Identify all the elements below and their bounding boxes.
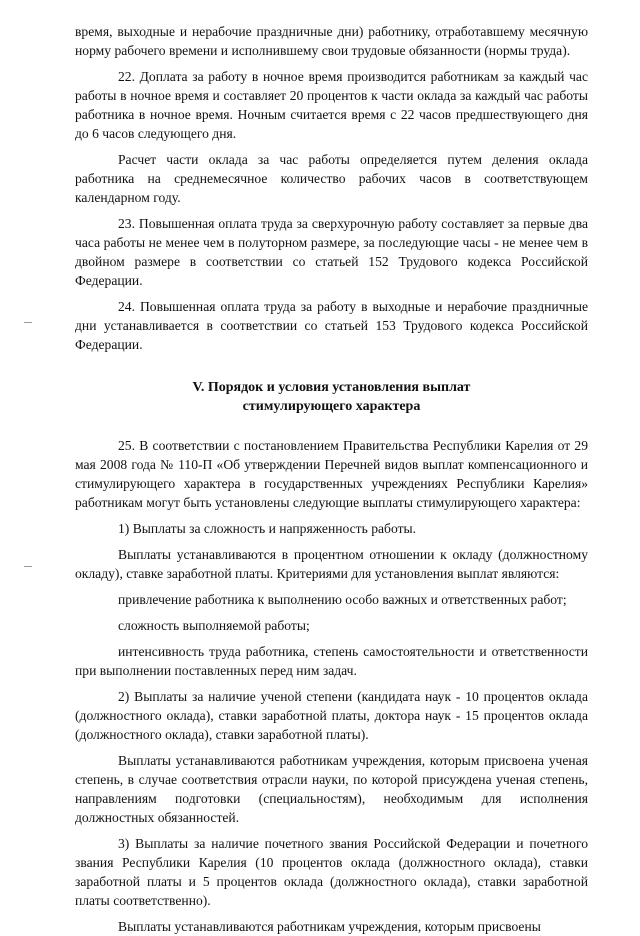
list-item-academic-degree: 2) Выплаты за наличие ученой степени (кандидата наук - 10 процентов оклада (должностного оклада), ставки заработной платы, доктора наук - 15 процентов оклада (должностного оклада), ставки заработной платы). (75, 689, 588, 742)
paragraph-degree-conditions: Выплаты устанавливаются работникам учреждения, которым присвоена ученая степень, в случае соответствия отрасли науки, по которой присуждена ученая степень, направлениям подготовки (специальностям), необходимым для исполнения должностных обязанностей. (75, 753, 588, 825)
paragraph-criteria: Выплаты устанавливаются в процентном отношении к окладу (должностному окладу), ставке заработной платы. Критериями для установления выплат являются: (75, 547, 588, 581)
scan-mark (24, 322, 32, 323)
paragraph-item-23: 23. Повышенная оплата труда за сверхурочную работу составляет за первые два часа работы не менее чем в полуторном размере, за последующие часы - не менее чем в двойном размере в соответствии со статьей 152 Трудового кодекса Российской Федерации. (75, 216, 588, 288)
criterion-intensity: интенсивность труда работника, степень самостоятельности и ответственности при выполнении поставленных перед ним задач. (75, 644, 588, 678)
criterion-complexity: сложность выполняемой работы; (118, 618, 310, 633)
section-heading (75, 378, 588, 416)
paragraph-title-conditions: Выплаты устанавливаются работникам учреждения, которым присвоены (118, 919, 541, 934)
list-item-complexity: 1) Выплаты за сложность и напряженность работы. (118, 521, 417, 536)
list-item-honorary-title: 3) Выплаты за наличие почетного звания Российской Федерации и почетного звания Республики Карелия (10 процентов оклада (должностного оклада), ставки заработной платы и 5 процентов оклада (должностного оклада), ставки заработной платы соответственно). (75, 836, 588, 908)
paragraph-item-22: 22. Доплата за работу в ночное время производится работникам за каждый час работы в ночное время и составляет 20 процентов к части оклада за каждый час работы работника в ночное время. Ночным считается время с 22 часов предшествующего дня до 6 часов следующего дня. (75, 69, 588, 141)
paragraph-hourly-rate: Расчет части оклада за час работы определяется путем деления оклада работника на среднемесячное количество рабочих часов в соответствующем календарном году. (75, 152, 588, 205)
paragraph-item-25: 25. В соответствии с постановлением Правительства Республики Карелия от 29 мая 2008 года № 110-П «Об утверждении Перечней видов выплат компенсационного и стимулирующего характера в государственных учреждениях Республики Карелия» работникам могут быть установлены следующие выплаты стимулирующего характера: (75, 438, 588, 510)
scan-mark (24, 566, 32, 567)
section-heading-line-1: V. Порядок и условия установления выплат (192, 380, 471, 395)
criterion-important-work: привлечение работника к выполнению особо важных и ответственных работ; (118, 592, 567, 607)
paragraph-item-24: 24. Повышенная оплата труда за работу в выходные и нерабочие праздничные дни устанавливается в соответствии со статьей 153 Трудового кодекса Российской Федерации. (75, 299, 588, 352)
section-heading-line-2: стимулирующего характера (242, 399, 421, 414)
paragraph-continuation: время, выходные и нерабочие праздничные дни) работнику, отработавшему месячную норму рабочего времени и исполнившему свои трудовые обязанности (нормы труда). (75, 24, 588, 58)
